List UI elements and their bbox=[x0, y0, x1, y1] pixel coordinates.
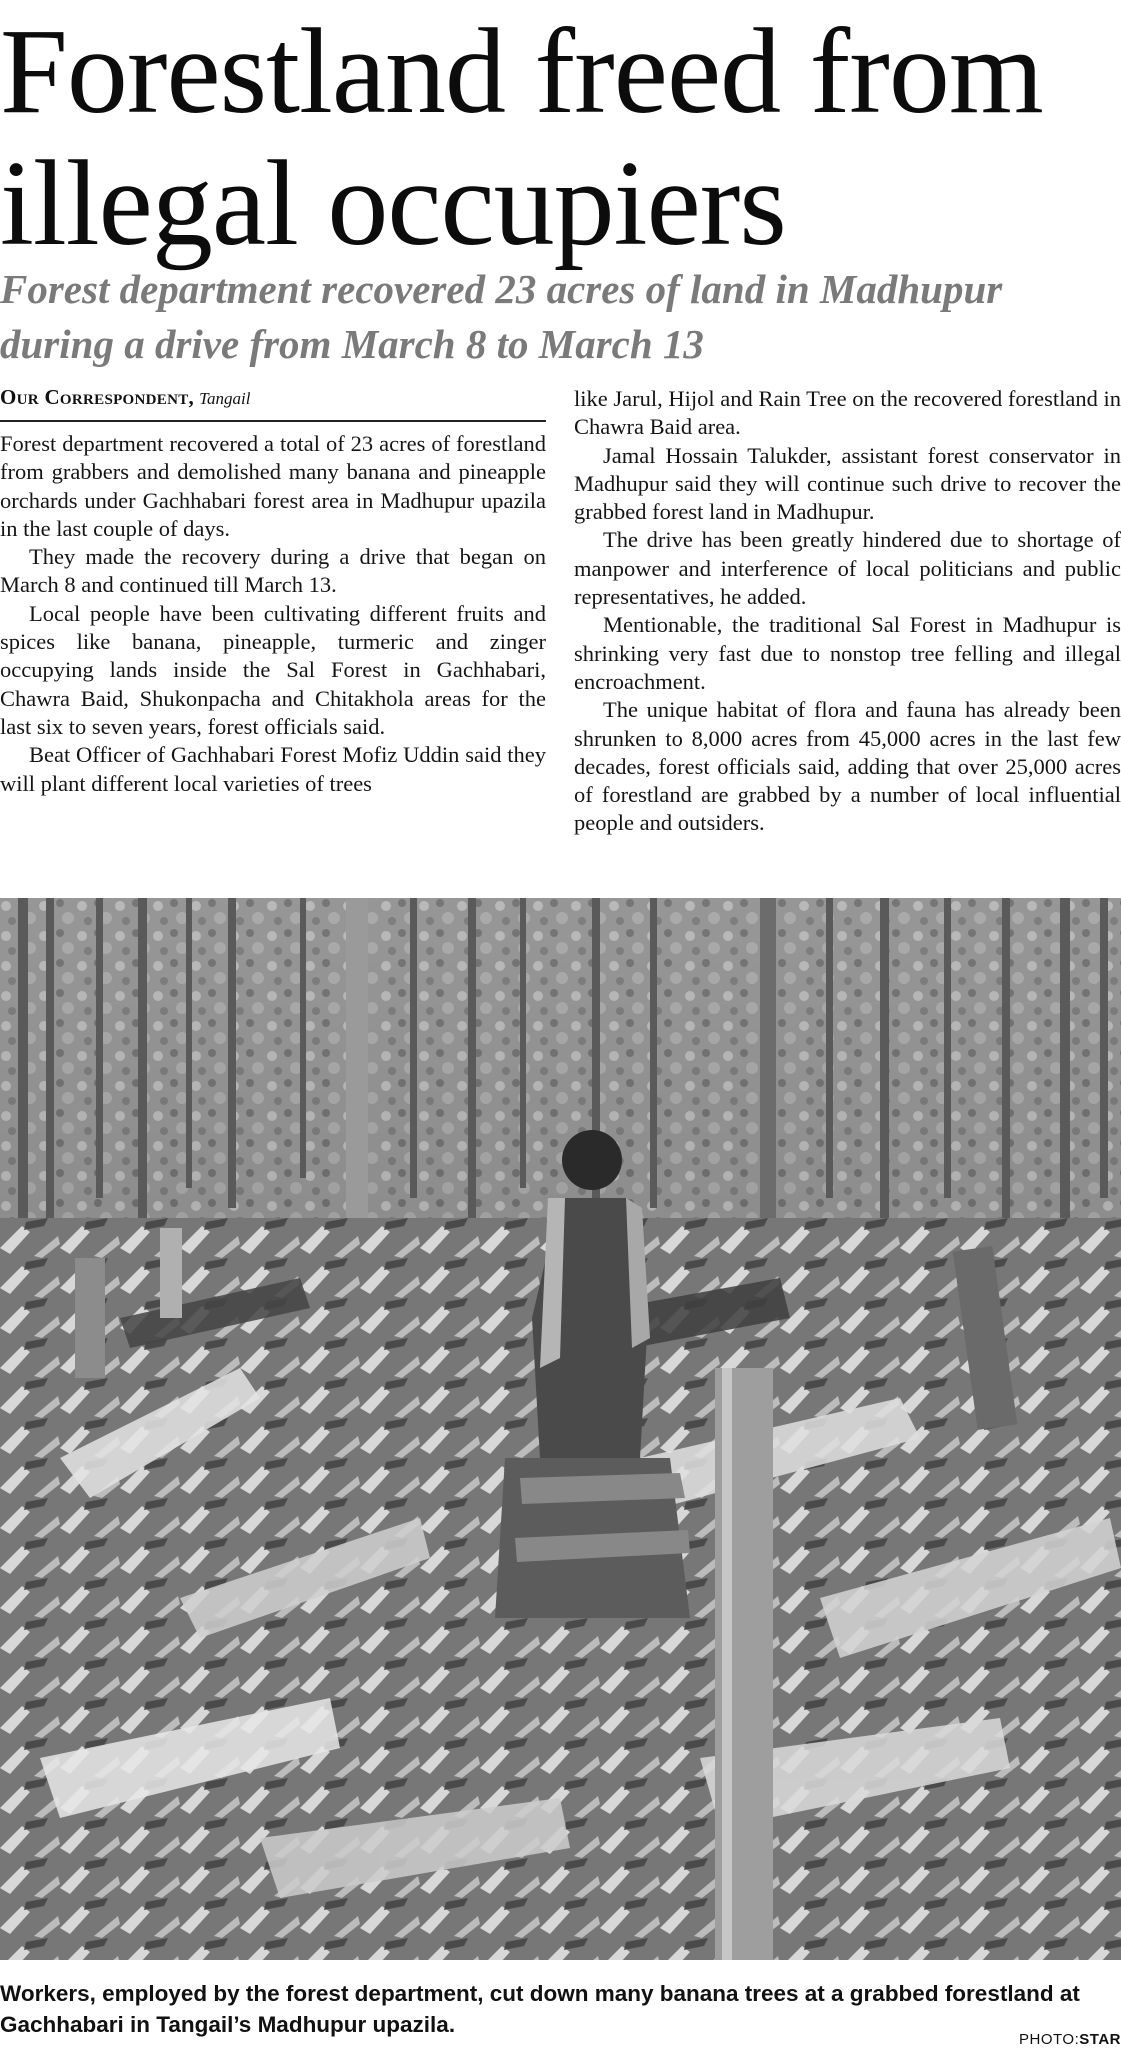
body-paragraph: The drive has been greatly hindered due to shortage of manpower and interference of local politicians and public representatives, he added. bbox=[574, 527, 1121, 610]
forest-clearing-illustration bbox=[0, 898, 1121, 1960]
body-paragraph: Forest department recovered a total of 23 acres of forestland from grabbers and demolished many banana and pineapple orchards under Gachhabari forest area in Madhupur upazila in the last couple of days. bbox=[0, 431, 546, 541]
photo-credit-agency: STAR bbox=[1079, 2031, 1121, 2048]
news-photo bbox=[0, 898, 1121, 1960]
body-paragraph-continued: like Jarul, Hijol and Rain Tree on the recovered forestland in Chawra Baid area. bbox=[574, 386, 1121, 440]
body-paragraph: Mentionable, the traditional Sal Forest in Madhupur is shrinking very fast due to nonstop tree felling and illegal encroachment. bbox=[574, 612, 1121, 694]
article-column-1 bbox=[0, 430, 546, 798]
photo-caption: Workers, employed by the forest department, cut down many banana trees at a grabbed forestland at Gachhabari in Tangail’s Madhupur upazila. bbox=[0, 1981, 1080, 2037]
body-paragraph: The unique habitat of flora and fauna has already been shrunken to 8,000 acres from 45,000 acres in the last few decades, forest officials said, adding that over 25,000 acres of forestland are grabbed by a number of local influential people and outsiders. bbox=[574, 697, 1121, 836]
body-paragraph: Beat Officer of Gachhabari Forest Mofiz Uddin said they will plant different local varieties of trees bbox=[0, 742, 546, 796]
body-paragraph: Local people have been cultivating different fruits and spices like banana, pineapple, turmeric and zinger occupying lands inside the Sal Forest in Gachhabari, Chawra Baid, Shukonpacha and Chitakhola areas for the last six to seven years, forest officials said. bbox=[0, 600, 546, 739]
photo-credit-label: PHOTO: bbox=[1019, 2031, 1080, 2048]
byline bbox=[0, 382, 546, 422]
body-paragraph: Jamal Hossain Talukder, assistant forest conservator in Madhupur said they will continue such drive to recover the grabbed forest land in Madhupur. bbox=[574, 442, 1121, 525]
body-paragraph: They made the recovery during a drive that began on March 8 and continued till March 13. bbox=[0, 544, 546, 598]
deck-subheadline: Forest department recovered 23 acres of land in Madhupur during a drive from March 8 to March 13 bbox=[0, 266, 1003, 367]
byline-location: Tangail bbox=[199, 389, 251, 408]
byline-name: Our Correspondent, bbox=[0, 385, 195, 409]
photo-credit bbox=[1019, 2030, 1121, 2050]
article-column-2 bbox=[574, 385, 1121, 838]
headline: Forestland freed from illegal occupiers bbox=[0, 4, 1043, 271]
